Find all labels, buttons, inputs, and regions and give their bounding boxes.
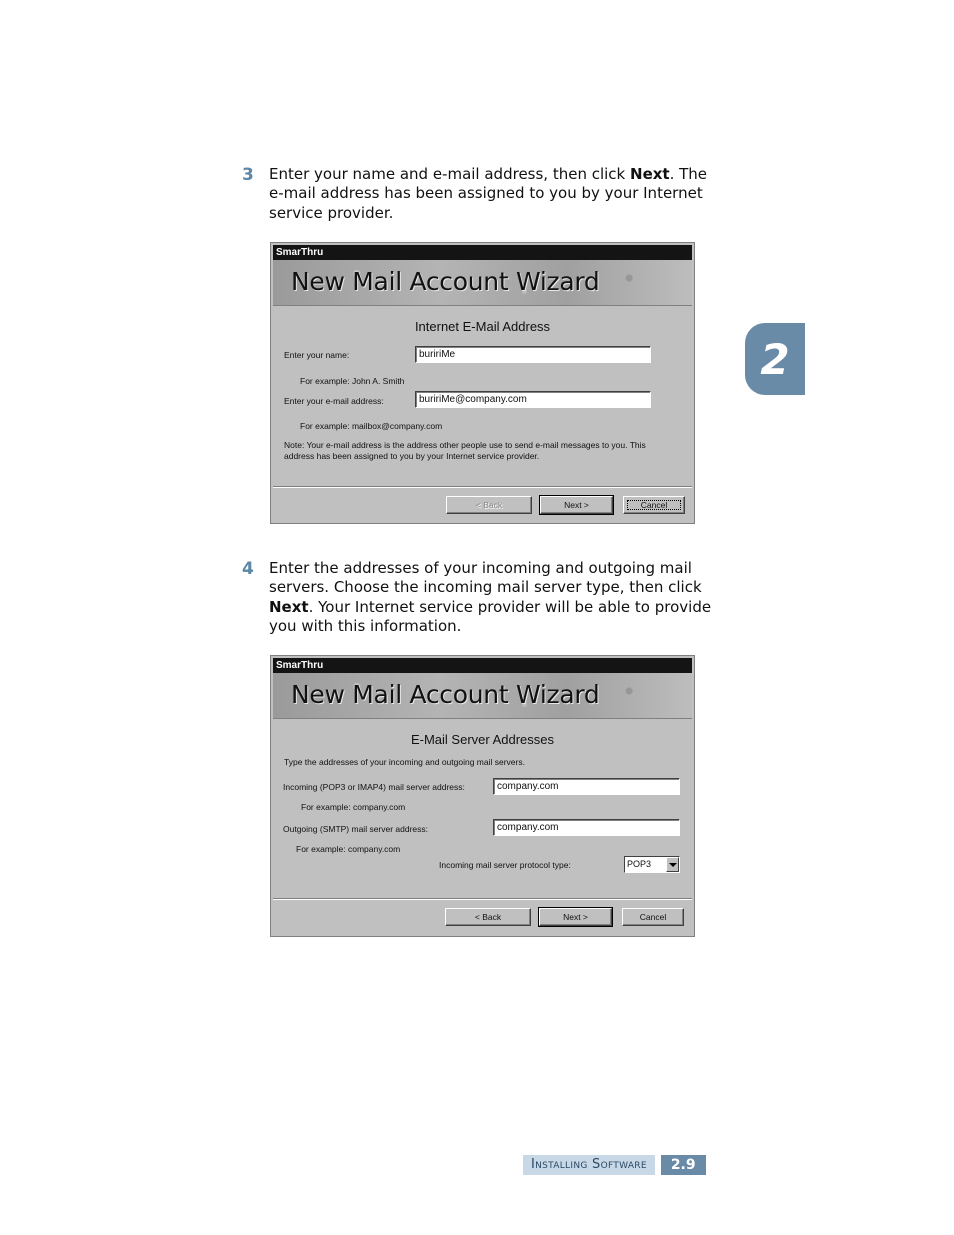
email-label: Enter your e-mail address:	[284, 396, 384, 406]
step-text-bold: Next	[269, 597, 309, 616]
chapter-tab: 2	[745, 323, 805, 395]
protocol-label: Incoming mail server protocol type:	[439, 860, 571, 870]
step-text-part: . The e-mail address has been assigned to you by your Internet service provider.	[269, 165, 708, 222]
wizard-dialog-email	[270, 242, 695, 524]
outgoing-server-example: For example: company.com	[296, 844, 401, 854]
outgoing-server-field[interactable]: company.com	[493, 819, 680, 836]
email-field[interactable]: buririMe@company.com	[415, 391, 651, 408]
incoming-server-example: For example: company.com	[301, 802, 406, 812]
step-text-part: Enter your name and e-mail address, then click	[269, 165, 631, 183]
step-text-bold: Next	[630, 165, 670, 183]
page-number: 2.9	[661, 1155, 706, 1175]
protocol-select[interactable]	[624, 856, 680, 873]
page-footer	[523, 1155, 706, 1175]
step-text	[269, 165, 722, 223]
step-text	[269, 559, 722, 636]
cancel-button[interactable]: Cancel	[622, 908, 684, 926]
email-example: For example: mailbox@company.com	[300, 421, 443, 431]
dialog-note: Note: Your e-mail address is the address other people use to send e-mail messages to you. This address has been assigned to you by your Internet service provider.	[284, 440, 646, 461]
footer-section-title: Installing Software	[523, 1155, 655, 1175]
wizard-banner-title: New Mail Account Wizard	[291, 267, 600, 296]
dialog-title-bar: SmarThru	[273, 245, 692, 260]
back-button[interactable]: < Back	[446, 496, 532, 514]
wizard-banner	[273, 673, 692, 719]
step-3	[242, 165, 722, 223]
name-field[interactable]: buririMe	[415, 346, 651, 363]
name-label: Enter your name:	[284, 350, 350, 360]
wizard-dialog-servers	[270, 655, 695, 937]
chevron-down-icon[interactable]	[666, 857, 679, 872]
step-4	[242, 559, 722, 636]
step-text-part: Enter the addresses of your incoming and outgoing mail servers. Choose the incoming mail server type, then click	[269, 559, 702, 597]
name-example: For example: John A. Smith	[300, 376, 405, 386]
incoming-server-label: Incoming (POP3 or IMAP4) mail server address:	[283, 782, 465, 792]
protocol-value: POP3	[627, 859, 652, 869]
dialog-heading: Internet E-Mail Address	[414, 319, 551, 334]
step-number: 3	[242, 165, 254, 185]
outgoing-server-label: Outgoing (SMTP) mail server address:	[283, 824, 429, 834]
step-text-part: . Your Internet service provider will be able to provide you with this information.	[269, 597, 712, 635]
servers-intro: Type the addresses of your incoming and outgoing mail servers.	[284, 757, 525, 767]
dialog-heading: E-Mail Server Addresses	[410, 732, 555, 747]
next-button[interactable]: Next >	[540, 496, 613, 514]
cancel-button[interactable]: Cancel	[623, 496, 685, 514]
back-button[interactable]: < Back	[445, 908, 531, 926]
step-number: 4	[242, 559, 254, 579]
dialog-separator	[273, 486, 692, 488]
dialog-separator	[273, 898, 692, 900]
next-button[interactable]: Next >	[539, 908, 612, 926]
dialog-title-bar: SmarThru	[273, 658, 692, 673]
wizard-banner	[273, 260, 692, 306]
wizard-banner-title: New Mail Account Wizard	[291, 680, 600, 709]
incoming-server-field[interactable]: company.com	[493, 778, 680, 795]
